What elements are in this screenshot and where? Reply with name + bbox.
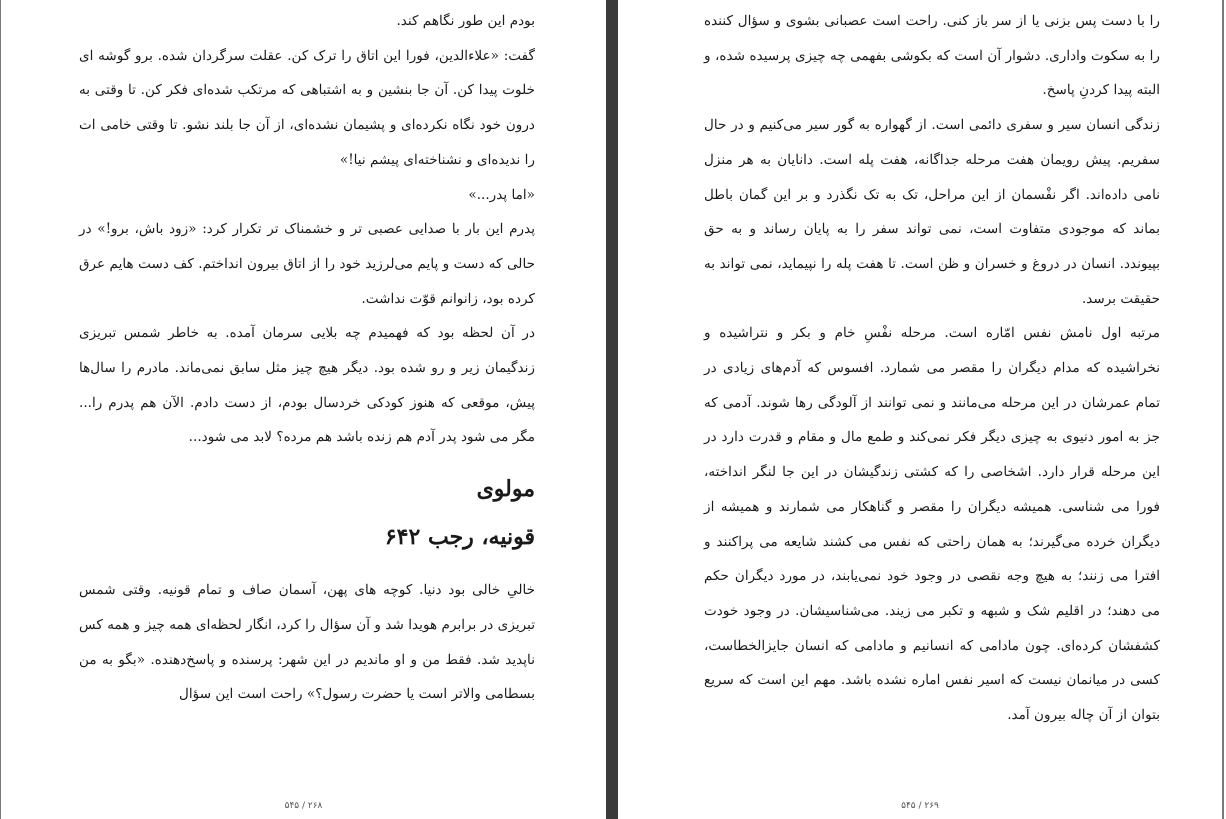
paragraph: گفت: «علاءالدین، فورا این اتاق را ترک کن. عقلت سرگردان شده. برو گوشه ای خلوت پیدا کن. آن جا بنشین و به اشتباهی که مرتکب شده‌ای فکر کن. تا وقتی به درون خود نگاه نکرده‌ای و پشیمان نشده‌ای، از آن جا بلند نشو. تا وقتی خامی ات را ندیده‌ای و نشناخته‌ای پیشم نیا!»	[79, 47, 535, 168]
paragraph: زندگی انسان سیر و سفری دائمی است. از گهواره به گور سیر می‌کنیم و در حال سفریم. پیش رویمان هفت مرحله جداگانه، هفت پله است. دانایان به هر منزل نامی داده‌اند. اگر نفْسمان از این مراحل، تک به تک نگذرد و بر این گمان باطل بماند که موجودی متفاوت است، نمی تواند سفر را به پایان رساند و به حق بپیوندد. انسان در دروغ و خسران و ظن است. تا هفت پله را نپیماید، نمی تواند به حقیقت برسد.	[704, 117, 1160, 307]
page-right	[618, 0, 1224, 819]
right-page-text	[704, 4, 1160, 733]
paragraph: «اما پدر...»	[468, 186, 535, 203]
page-number: ۵۴۵ / ۲۶۸	[284, 801, 323, 811]
left-page-text	[79, 4, 535, 712]
page-left	[0, 0, 606, 819]
page-gutter	[606, 0, 618, 819]
paragraph: در آن لحظه بود که فهمیدم چه بلایی سرمان آمده. به خاطر شمس تبریزی زندگیمان زیر و رو شده بود. دیگر هیچ چیز مثل سابق نمی‌ماند. مادرم را سال‌ها پیش، موقعی که هنوز کودکی خردسال بودم، از دست دادم. الآن هم پدرم را... مگر می شود پدر آدم هم زنده باشد هم مرده؟ لابد می شود...	[79, 325, 535, 446]
chapter-subheading: قونیه، رجب ۶۴۲	[384, 524, 535, 551]
paragraph: مرتبه اول نامش نفس امّاره است. مرحله نفْسِ خام و بکر و نتراشیده و نخراشیده که مدام دیگران را مقصر می شمارد. افسوس که آدم‌های زیادی در تمام عمرشان در این مرحله می‌مانند و نمی توانند از آلودگی رها شوند. آدمی که جز به امور دنیوی به چیزی دیگر فکر نمی‌کند و طمع مال و مقام و قدرت دارد در این مرحله قرار دارد. اشخاصی را که کشتی زندگیشان در این جا لنگر انداخته، فورا می شناسی. همیشه دیگران را مقصر و گناهکار می شمارند و همیشه از دیگران خرده می‌گیرند؛ به همان راحتی که نفس می کشند شایعه می پراکنند و افترا می زنند؛ به هیچ وجه نقصی در وجود خود نمی‌یابند، در مورد دیگران حکم می دهند؛ در اقلیم شک و شبهه و تکبر می زیند. می‌شناسیشان. در وجود خودت کشفشان کرده‌ای. چون مادامی که انسانیم و مادامی که انسان جایزالخطاست، کسی در میانمان نیست که اسیر نفس اماره نشده باشد. مهم این است که سریع بتوان از آن چاله بیرون آمد.	[704, 325, 1160, 724]
paragraph: خالیِ خالی بود دنیا. کوچه‌ های پهن، آسمان صاف و تمام قونیه. وقتی شمس تبریزی در برابرم هویدا شد و آن سؤال را کرد، انگار لحظه‌ای همه چیز و همه کس ناپدید شد. فقط من و او ماندیم در این شهر: پرسنده و پاسخ‌دهنده. «بگو به من بسطامی والاتر است یا حضرت رسول؟» راحت است این سؤال	[79, 582, 536, 703]
chapter-heading: مولوی	[476, 476, 535, 503]
paragraph: را با دست پس بزنی یا از سر باز کنی. راحت است عصبانی بشوی و سؤال کننده را به سکوت واداری. دشوار آن است که بکوشی بفهمی چه چیزی پرسیده شده، و البته پیدا کردنِ پاسخ.	[704, 13, 1160, 99]
page-number: ۵۴۵ / ۲۶۹	[901, 801, 939, 811]
paragraph: پدرم این بار با صدایی عصبی تر و خشمناک تر تکرار کرد: «زود باش، برو!» در حالی که دست و پایم می‌لرزید خود را از اتاق بیرون انداختم. کف دست هایم عرق کرده بود، زانوانم قوّت نداشت.	[79, 221, 535, 307]
paragraph: بودم این طور نگاهم کند.	[396, 13, 535, 29]
